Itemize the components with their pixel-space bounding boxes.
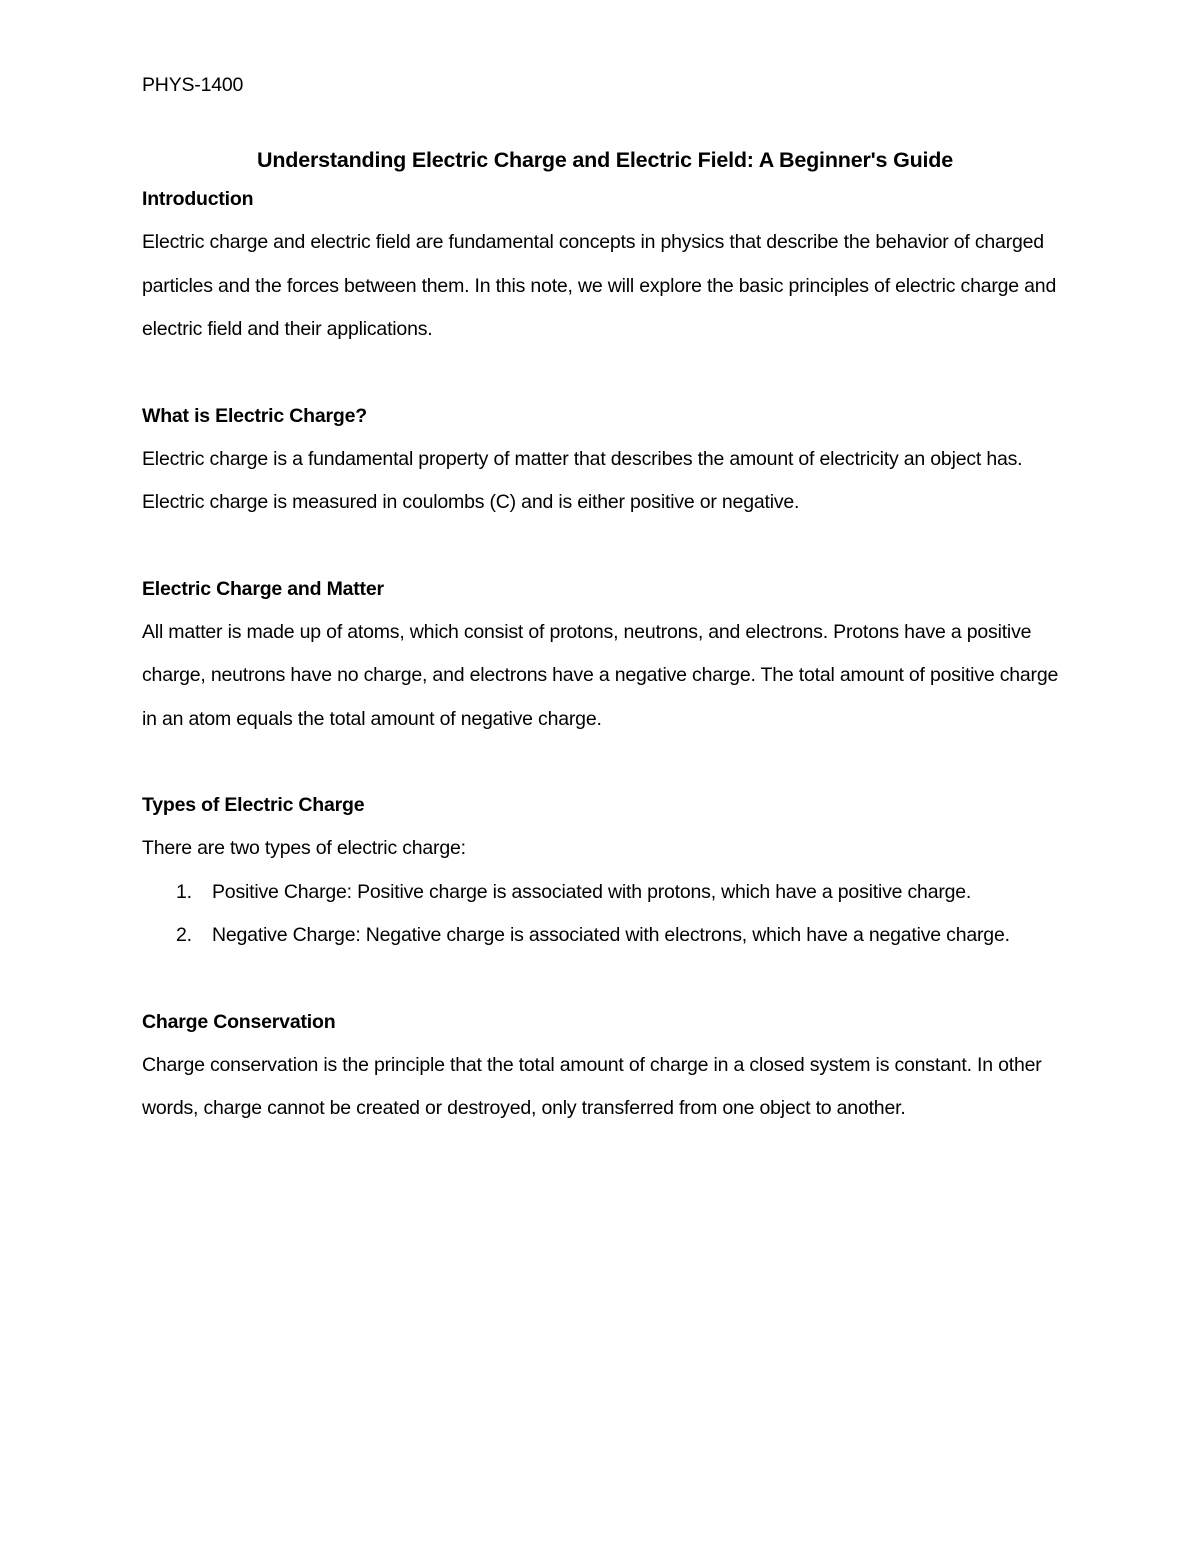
list-item-number: 2. xyxy=(176,924,192,946)
charge-conservation-body: Charge conservation is the principle that the total amount of charge in a closed system is constant. In other words, charge cannot be created or destroyed, only transferred from one object to another. xyxy=(142,1053,1042,1119)
spacer xyxy=(142,958,1072,1001)
list-item-number: 1. xyxy=(176,880,192,903)
what-is-charge-body: Electric charge is a fundamental property of matter that describes the amount of electricity an object has. Electric charge is measured in coulombs (C) and is either positive or negative. xyxy=(142,447,1023,513)
charge-conservation-heading: Charge Conservation xyxy=(142,1010,336,1033)
charge-and-matter-heading: Electric Charge and Matter xyxy=(142,577,384,600)
introduction-heading: Introduction xyxy=(142,188,254,210)
what-is-charge-heading: What is Electric Charge? xyxy=(142,404,367,427)
spacer xyxy=(142,525,1072,568)
types-of-charge-heading: Types of Electric Charge xyxy=(142,794,365,816)
list-item-text: Negative Charge: Negative charge is associated with electrons, which have a negative charge. xyxy=(212,924,1010,946)
list-item xyxy=(142,871,1072,915)
document-content xyxy=(142,70,1072,1131)
spacer xyxy=(142,352,1072,395)
list-item-text: Positive Charge: Positive charge is associated with protons, which have a positive charge. xyxy=(212,880,972,903)
types-of-charge-intro: There are two types of electric charge: xyxy=(142,837,466,859)
list-item xyxy=(142,914,1072,958)
introduction-body: Electric charge and electric field are fundamental concepts in physics that describe the behavior of charged particles and the forces between them. In this note, we will explore the basic principles of electric charge and electric field and their applications. xyxy=(142,231,1057,340)
course-code: PHYS-1400 xyxy=(142,74,244,96)
document-title: Understanding Electric Charge and Electric Field: A Beginner's Guide xyxy=(257,148,953,172)
charge-and-matter-body: All matter is made up of atoms, which consist of protons, neutrons, and electrons. Protons have a positive charge, neutrons have no charge, and electrons have a negative charge. The total amount of positive charge in an atom equals the total amount of negative charge. xyxy=(142,620,1059,730)
charge-types-list xyxy=(142,871,1072,958)
spacer xyxy=(142,741,1072,784)
